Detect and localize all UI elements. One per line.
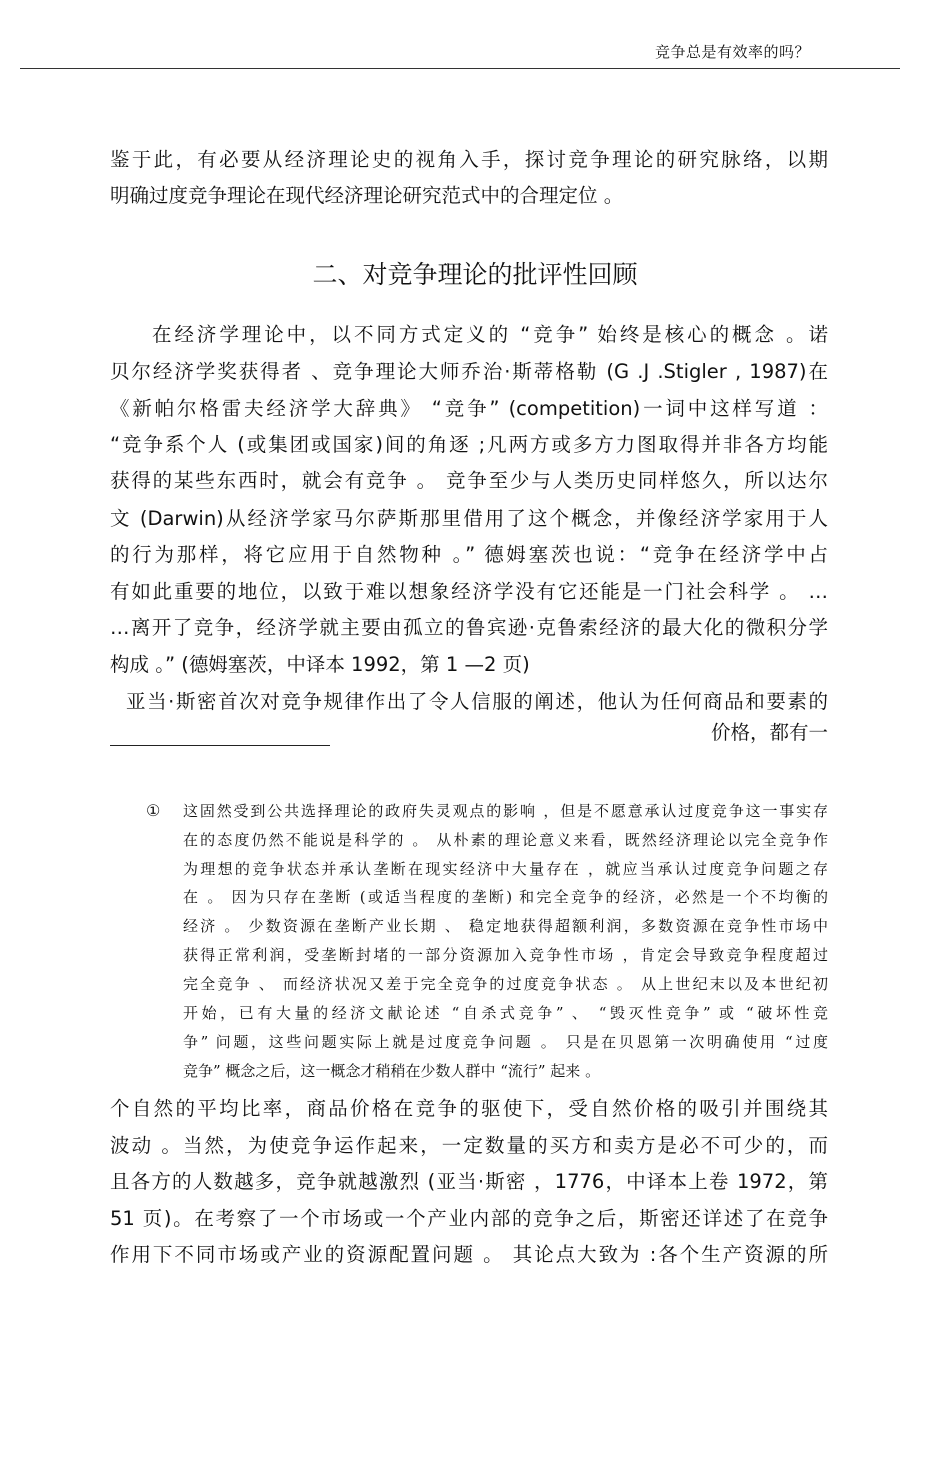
body-line: …离开了竞争，经济学就主要由孤立的鲁宾逊·克鲁索经济的最大化的微积分学 xyxy=(110,616,828,639)
body-line: 构成 。” (德姆塞茨，中译本 1992，第 1 —2 页) xyxy=(110,653,530,676)
body-line: 有如此重要的地位，以致于难以想象经济学没有它还能是一门社会科学 。 … xyxy=(110,580,828,603)
body-line: “竞争系个人 (或集团或国家)间的角逐 ;凡两方或多方力图取得并非各方均能 xyxy=(110,433,828,456)
footnote-line: 经济 。 少数资源在垄断产业长期 、 稳定地获得超额利润，多数资源在竞争性市场中 xyxy=(183,917,828,935)
header-rule xyxy=(20,68,900,69)
body-line: 作用下不同市场或产业的资源配置问题 。 其论点大致为 :各个生产资源的所 xyxy=(110,1243,828,1266)
body-line: 个自然的平均比率，商品价格在竞争的驱使下，受自然价格的吸引并围绕其 xyxy=(110,1097,828,1120)
section-heading: 二、对竞争理论的批评性回顾 xyxy=(312,260,638,289)
body-line: 《新帕尔格雷夫经济学大辞典》 “竞争” (competition)一词中这样写道 ： xyxy=(110,397,828,420)
intro-line: 明确过度竞争理论在现代经济理论研究范式中的合理定位 。 xyxy=(110,184,624,207)
body-line: 且各方的人数越多，竞争就越激烈 (亚当·斯密 ，1776，中译本上卷 1972，第 xyxy=(110,1170,828,1193)
footnote-line: 获得正常利润，受垄断封堵的一部分资源加入竞争性市场 ，肯定会导致竞争程度超过 xyxy=(183,946,828,964)
body-line: 51 页)。在考察了一个市场或一个产业内部的竞争之后，斯密还详述了在竞争 xyxy=(110,1207,828,1230)
footnote-line: 开始，已有大量的经济文献论述 “自杀式竞争” 、 “毁灭性竞争” 或 “破坏性竞 xyxy=(183,1004,828,1022)
body-line: 的行为那样，将它应用于自然物种 。” 德姆塞茨也说：“竞争在经济学中占 xyxy=(110,543,828,566)
body-line: 亚当·斯密首次对竞争规律作出了令人信服的阐述，他认为任何商品和要素的 xyxy=(126,690,828,713)
footnote-line: 争” 问题，这些问题实际上就是过度竞争问题 。 只是在贝恩第一次明确使用 “过度 xyxy=(183,1033,828,1051)
body-line: 贝尔经济学奖获得者 、竞争理论大师乔治·斯蒂格勒 (G .J .Stigler , 1987)在 xyxy=(110,360,828,383)
footnote-line: 这固然受到公共选择理论的政府失灵观点的影响 ，但是不愿意承认过度竞争这一事实存 xyxy=(183,802,828,820)
running-header: 竞争总是有效率的吗？ xyxy=(654,43,810,61)
footnote-marker: ① xyxy=(146,801,161,820)
body-line: 价格，都有一 xyxy=(710,721,828,744)
body-line: 获得的某些东西时，就会有竞争 。 竞争至少与人类历史同样悠久，所以达尔 xyxy=(110,469,828,492)
footnote-line: 在 。 因为只存在垄断 (或适当程度的垄断) 和完全竞争的经济，必然是一个不均衡的 xyxy=(183,888,828,906)
footnote-line: 完全竞争 、 而经济状况又差于完全竞争的过度竞争状态 。 从上世纪末以及本世纪初 xyxy=(183,975,828,993)
footnote-line: 为理想的竞争状态并承认垄断在现实经济中大量存在 ，就应当承认过度竞争问题之存 xyxy=(183,860,828,878)
body-line: 波动 。当然，为使竞争运作起来，一定数量的买方和卖方是必不可少的，而 xyxy=(110,1134,828,1157)
footnote-line: 竞争” 概念之后，这一概念才稍稍在少数人群中 “流行” 起来 。 xyxy=(183,1062,601,1080)
body-line: 在经济学理论中，以不同方式定义的 “竞争” 始终是核心的概念 。诺 xyxy=(152,323,828,346)
footnote-rule xyxy=(110,745,330,746)
footnote-line: 在的态度仍然不能说是科学的 。 从朴素的理论意义来看，既然经济理论以完全竞争作 xyxy=(183,831,828,849)
intro-line: 鉴于此，有必要从经济理论史的视角入手，探讨竞争理论的研究脉络，以期 xyxy=(110,148,828,171)
body-line: 文 (Darwin)从经济学家马尔萨斯那里借用了这个概念，并像经济学家用于人 xyxy=(110,507,828,530)
